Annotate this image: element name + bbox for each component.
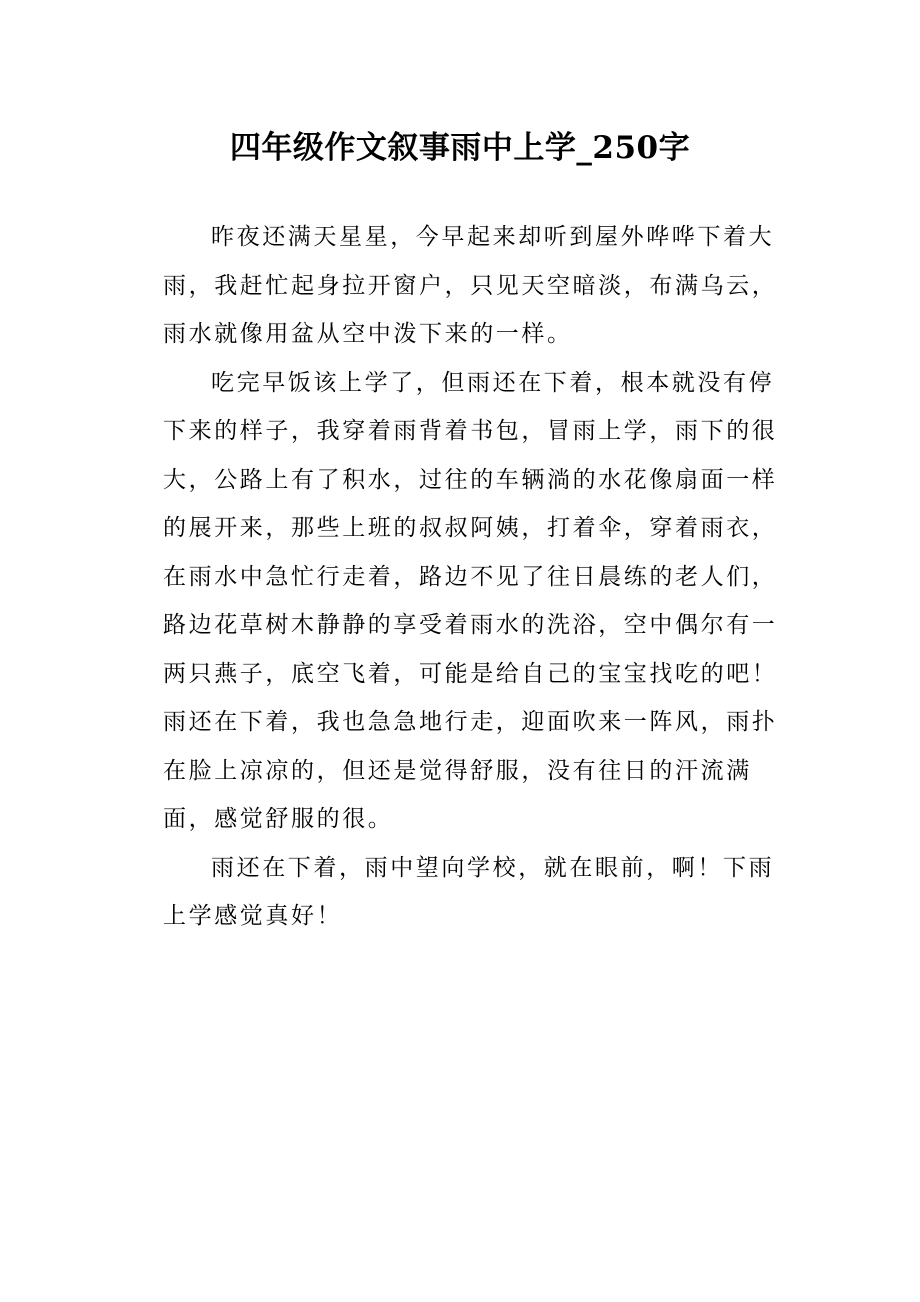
document-title: 四年级作文叙事雨中上学_250字 — [229, 130, 691, 166]
document-body — [163, 213, 783, 941]
paragraph-1: 昨夜还满天星星，今早起来却听到屋外哗哗下着大雨，我赶忙起身拉开窗户，只见天空暗淡，布满乌云，雨水就像用盆从空中泼下来的一样。 — [163, 224, 778, 347]
paragraph-2: 吃完早饭该上学了，但雨还在下着，根本就没有停下来的样子，我穿着雨背着书包，冒雨上学，雨下的很大，公路上有了积水，过往的车辆淌的水花像扇面一样的展开来，那些上班的叔叔阿姨，打着伞，穿着雨衣，在雨水中急忙行走着，路边不见了往日晨练的老人们，路边花草树木静静的享受着雨水的洗浴，空中偶尔有一两只燕子，底空飞着，可能是给自己的宝宝找吃的吧！雨还在下着，我也急急地行走，迎面吹来一阵风，雨扑在脸上凉凉的，但还是觉得舒服，没有往日的汗流满面，感觉舒服的很。 — [163, 369, 778, 832]
paragraph-3: 雨还在下着，雨中望向学校，就在眼前，啊！下雨上学感觉真好！ — [163, 854, 775, 929]
